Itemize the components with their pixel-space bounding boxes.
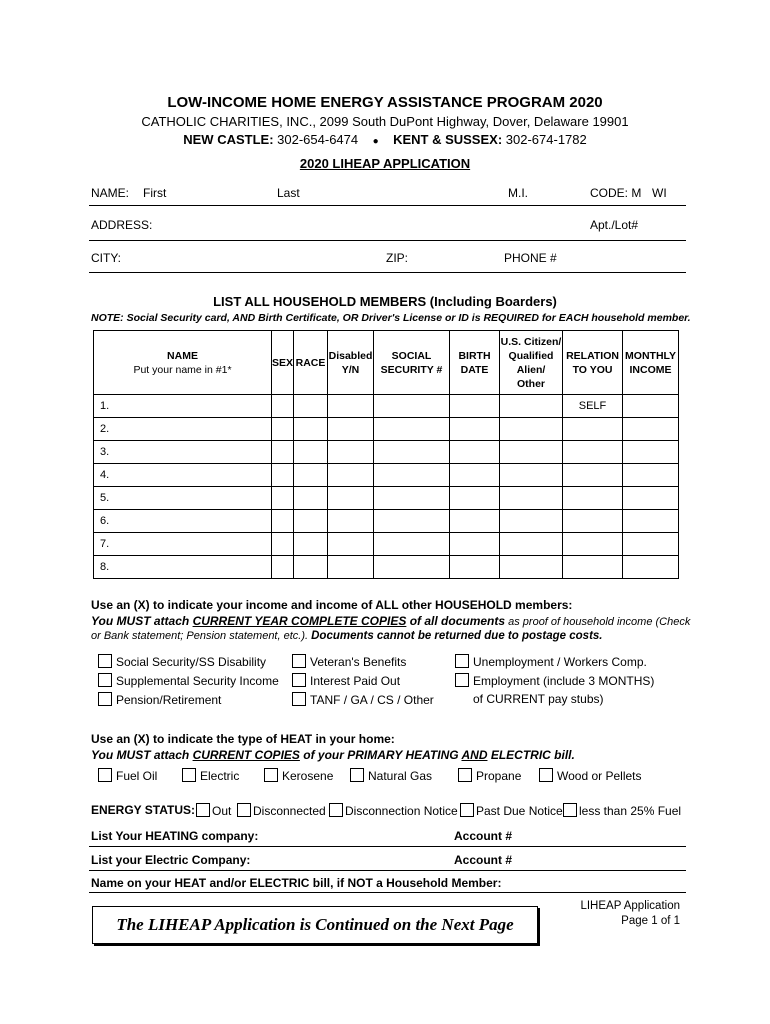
heat-must-c: of your PRIMARY HEATING <box>299 748 462 762</box>
income-must-d: as proof of household income (Check <box>505 616 691 628</box>
cell-income[interactable] <box>623 418 679 441</box>
option-supplemental[interactable] <box>98 673 279 688</box>
cell-citizen[interactable] <box>500 441 563 464</box>
income-line2-a: or Bank statement; Pension statement, etc.). <box>91 630 312 642</box>
option-label: Veteran's Benefits <box>310 655 407 669</box>
income-line2-b: Documents cannot be returned due to postage costs. <box>311 630 603 642</box>
option-unemployment[interactable] <box>455 654 647 669</box>
cell-citizen[interactable] <box>500 418 563 441</box>
household-note: NOTE: Social Security card, AND Birth Certificate, OR Driver's License or ID is REQUIRED for EACH household member. <box>91 312 691 324</box>
table-row <box>94 464 679 487</box>
col-name-line1: NAME <box>167 349 198 362</box>
cell-ssn[interactable] <box>374 395 450 418</box>
cell-disabled[interactable] <box>328 441 374 464</box>
col-relation <box>563 331 623 395</box>
checkbox[interactable] <box>563 803 577 817</box>
cell-sex[interactable] <box>272 487 294 510</box>
checkbox[interactable] <box>98 768 112 782</box>
checkbox[interactable] <box>292 673 306 687</box>
address-field[interactable]: ADDRESS: <box>91 218 153 232</box>
option-label: Pension/Retirement <box>116 693 222 707</box>
name-label: NAME: <box>91 186 130 200</box>
cell-disabled[interactable] <box>328 510 374 533</box>
option-social-security[interactable] <box>98 654 266 669</box>
energy-disconnection-notice[interactable] <box>329 803 458 818</box>
cell-race[interactable] <box>294 556 328 579</box>
cell-birth[interactable] <box>450 533 500 556</box>
cell-ssn[interactable] <box>374 441 450 464</box>
cell-income[interactable] <box>623 487 679 510</box>
phone-field[interactable]: PHONE # <box>504 251 557 265</box>
cell-sex[interactable] <box>272 533 294 556</box>
cell-birth[interactable] <box>450 510 500 533</box>
checkbox[interactable] <box>292 654 306 668</box>
cell-citizen[interactable] <box>500 510 563 533</box>
checkbox[interactable] <box>329 803 343 817</box>
energy-less-fuel[interactable] <box>563 803 681 818</box>
heat-must-b: CURRENT COPIES <box>192 748 300 762</box>
option-label: Propane <box>476 769 522 783</box>
cell-citizen[interactable] <box>500 395 563 418</box>
heat-wood[interactable] <box>539 768 642 783</box>
org-address: CATHOLIC CHARITIES, INC., 2099 South DuPont Highway, Dover, Delaware 19901 <box>141 114 629 129</box>
cell-ssn[interactable] <box>374 556 450 579</box>
heat-must-attach <box>91 748 575 762</box>
code-wi: WI <box>652 186 667 200</box>
option-label: Out <box>212 804 232 818</box>
table-row <box>94 556 679 579</box>
option-label: Social Security/SS Disability <box>116 655 267 669</box>
checkbox[interactable] <box>264 768 278 782</box>
cell-disabled[interactable] <box>328 533 374 556</box>
col-disabled-line1: Disabled <box>328 349 373 362</box>
col-disabled-line2: Y/N <box>341 363 360 376</box>
income-must-b: CURRENT YEAR COMPLETE COPIES <box>192 614 407 628</box>
cell-disabled[interactable] <box>328 464 374 487</box>
checkbox[interactable] <box>237 803 251 817</box>
option-label: Interest Paid Out <box>310 674 401 688</box>
cell-relation-self: SELF <box>563 395 623 418</box>
energy-out[interactable] <box>196 803 231 818</box>
cell-relation[interactable] <box>563 464 623 487</box>
household-title: LIST ALL HOUSEHOLD MEMBERS (Including Boarders) <box>213 294 557 309</box>
cell-race[interactable] <box>294 395 328 418</box>
col-disabled <box>328 331 374 395</box>
divider <box>89 846 686 847</box>
cell-disabled[interactable] <box>328 556 374 579</box>
continued-banner: The LIHEAP Application is Continued on the Next Page <box>92 906 538 944</box>
cell-birth[interactable] <box>450 464 500 487</box>
first-name-field[interactable]: First <box>143 186 167 200</box>
col-income-line2: INCOME <box>629 363 672 376</box>
row-number[interactable]: 1. <box>94 395 272 418</box>
divider <box>89 892 686 893</box>
cell-ssn[interactable] <box>374 510 450 533</box>
cell-income[interactable] <box>623 441 679 464</box>
cell-ssn[interactable] <box>374 418 450 441</box>
new-castle-label: NEW CASTLE: <box>183 132 274 147</box>
heat-must-a: You MUST attach <box>91 748 193 762</box>
cell-sex[interactable] <box>272 510 294 533</box>
income-must-c: of all documents <box>406 614 506 628</box>
city-field[interactable]: CITY: <box>91 251 122 265</box>
col-citizen-line2: Qualified <box>508 349 554 362</box>
heating-account-field[interactable]: Account # <box>454 829 513 843</box>
cell-income[interactable] <box>623 533 679 556</box>
cell-sex[interactable] <box>272 418 294 441</box>
cell-birth[interactable] <box>450 487 500 510</box>
option-label: Fuel Oil <box>116 769 158 783</box>
option-label: Unemployment / Workers Comp. <box>473 655 647 669</box>
checkbox[interactable] <box>98 673 112 687</box>
col-relation-line1: RELATION <box>566 349 619 362</box>
cell-ssn[interactable] <box>374 464 450 487</box>
cell-birth[interactable] <box>450 556 500 579</box>
cell-birth[interactable] <box>450 395 500 418</box>
checkbox[interactable] <box>292 692 306 706</box>
table-row <box>94 418 679 441</box>
option-employment-note: of CURRENT pay stubs) <box>473 692 604 706</box>
energy-status-label: ENERGY STATUS: <box>91 803 196 817</box>
table-row <box>94 441 679 464</box>
col-name <box>94 331 272 395</box>
option-pension[interactable] <box>98 692 221 707</box>
table-row <box>94 487 679 510</box>
row-number[interactable]: 6. <box>94 510 272 533</box>
option-label: TANF / GA / CS / Other <box>310 693 434 707</box>
table-header-row <box>94 331 679 395</box>
heat-kerosene[interactable] <box>264 768 333 783</box>
heat-natural-gas[interactable] <box>350 768 432 783</box>
cell-citizen[interactable] <box>500 533 563 556</box>
checkbox[interactable] <box>98 692 112 706</box>
col-citizen-line3: Alien/ <box>516 363 546 376</box>
cell-disabled[interactable] <box>328 418 374 441</box>
zip-field[interactable]: ZIP: <box>386 251 409 265</box>
col-birth <box>450 331 500 395</box>
cell-relation[interactable] <box>563 556 623 579</box>
checkbox[interactable] <box>350 768 364 782</box>
checkbox[interactable] <box>455 654 469 668</box>
table-row <box>94 510 679 533</box>
contact-phones <box>0 132 770 147</box>
divider <box>89 205 686 206</box>
cell-citizen[interactable] <box>500 487 563 510</box>
heat-heading: Use an (X) to indicate the type of HEAT in your home: <box>91 732 395 746</box>
cell-race[interactable] <box>294 510 328 533</box>
option-label: Supplemental Security Income <box>116 674 279 688</box>
kent-sussex-label: KENT & SUSSEX: <box>393 132 503 147</box>
col-relation-line2: TO YOU <box>572 363 613 376</box>
middle-initial-field[interactable]: M.I. <box>508 186 528 200</box>
row-number[interactable]: 2. <box>94 418 272 441</box>
col-citizen-line1: U.S. Citizen/ <box>500 335 562 348</box>
checkbox[interactable] <box>460 803 474 817</box>
cell-income[interactable] <box>623 556 679 579</box>
cell-relation[interactable] <box>563 487 623 510</box>
income-heading: Use an (X) to indicate your income and income of ALL other HOUSEHOLD members: <box>91 598 573 612</box>
cell-income[interactable] <box>623 464 679 487</box>
col-race: RACE <box>294 331 328 395</box>
cell-ssn[interactable] <box>374 533 450 556</box>
col-birth-line2: DATE <box>460 363 489 376</box>
col-name-line2: Put your name in #1* <box>133 363 232 376</box>
cell-race[interactable] <box>294 533 328 556</box>
checkbox[interactable] <box>455 673 469 687</box>
row-number[interactable]: 3. <box>94 441 272 464</box>
option-label: less than 25% Fuel <box>579 804 682 818</box>
bullet-separator: ● <box>372 136 379 147</box>
col-ssn-line2: SECURITY # <box>380 363 443 376</box>
form-name: LIHEAP Application <box>580 900 680 912</box>
cell-income[interactable] <box>623 510 679 533</box>
cell-sex[interactable] <box>272 464 294 487</box>
cell-income[interactable] <box>623 395 679 418</box>
col-sex: SEX <box>272 331 294 395</box>
cell-disabled[interactable] <box>328 487 374 510</box>
col-birth-line1: BIRTH <box>458 349 491 362</box>
income-must-attach <box>91 614 690 628</box>
option-label: Disconnected <box>253 804 326 818</box>
code-label: CODE: M <box>590 186 642 200</box>
option-label: Wood or Pellets <box>557 769 642 783</box>
table-row <box>94 395 679 418</box>
kent-sussex-phone: 302-674-1782 <box>505 132 587 147</box>
col-income-line1: MONTHLY <box>625 349 676 362</box>
application-title: 2020 LIHEAP APPLICATION <box>299 156 471 171</box>
row-number[interactable]: 8. <box>94 556 272 579</box>
cell-race[interactable] <box>294 418 328 441</box>
col-citizen <box>500 331 563 395</box>
checkbox[interactable] <box>98 654 112 668</box>
col-ssn-line1: SOCIAL <box>391 349 432 362</box>
heat-propane[interactable] <box>458 768 521 783</box>
heat-fuel-oil[interactable] <box>98 768 157 783</box>
heating-company-field[interactable]: List Your HEATING company: <box>91 829 259 843</box>
heat-electric[interactable] <box>182 768 239 783</box>
col-citizen-line4: Other <box>517 377 546 390</box>
name-on-bill-field[interactable]: Name on your HEAT and/or ELECTRIC bill, if NOT a Household Member: <box>91 876 502 890</box>
cell-birth[interactable] <box>450 418 500 441</box>
option-label: Natural Gas <box>368 769 433 783</box>
cell-race[interactable] <box>294 464 328 487</box>
cell-ssn[interactable] <box>374 487 450 510</box>
row-number[interactable]: 7. <box>94 533 272 556</box>
cell-race[interactable] <box>294 487 328 510</box>
electric-account-field[interactable]: Account # <box>454 853 513 867</box>
page-number: Page 1 of 1 <box>621 915 680 927</box>
energy-past-due[interactable] <box>460 803 563 818</box>
heat-must-e: ELECTRIC bill. <box>487 748 575 762</box>
option-label: Electric <box>200 769 240 783</box>
cell-sex[interactable] <box>272 395 294 418</box>
income-must-a: You MUST attach <box>91 614 193 628</box>
row-number[interactable]: 5. <box>94 487 272 510</box>
row-number[interactable]: 4. <box>94 464 272 487</box>
cell-relation[interactable] <box>563 418 623 441</box>
heat-must-d: AND <box>461 748 488 762</box>
cell-relation[interactable] <box>563 510 623 533</box>
electric-company-field[interactable]: List your Electric Company: <box>91 853 251 867</box>
col-ssn <box>374 331 450 395</box>
checkbox[interactable] <box>196 803 210 817</box>
option-label: Disconnection Notice <box>345 804 458 818</box>
option-label: Past Due Notice <box>476 804 563 818</box>
checkbox[interactable] <box>539 768 553 782</box>
cell-birth[interactable] <box>450 441 500 464</box>
option-employment[interactable] <box>455 673 654 688</box>
option-label: Kerosene <box>282 769 334 783</box>
checkbox[interactable] <box>182 768 196 782</box>
cell-citizen[interactable] <box>500 464 563 487</box>
option-label: Employment (include 3 MONTHS) <box>473 674 655 688</box>
income-line2 <box>91 630 602 642</box>
checkbox[interactable] <box>458 768 472 782</box>
option-veterans[interactable] <box>292 654 406 669</box>
form-title: LOW-INCOME HOME ENERGY ASSISTANCE PROGRAM 2020 <box>167 94 603 111</box>
cell-relation[interactable] <box>563 533 623 556</box>
energy-disconnected[interactable] <box>237 803 326 818</box>
col-income <box>623 331 679 395</box>
table-row <box>94 533 679 556</box>
cell-citizen[interactable] <box>500 556 563 579</box>
option-tanf[interactable] <box>292 692 434 707</box>
new-castle-phone: 302-654-6474 <box>277 132 359 147</box>
household-table <box>93 330 679 579</box>
cell-sex[interactable] <box>272 441 294 464</box>
cell-relation[interactable] <box>563 441 623 464</box>
cell-sex[interactable] <box>272 556 294 579</box>
divider <box>89 240 686 241</box>
divider <box>89 272 686 273</box>
cell-disabled[interactable] <box>328 395 374 418</box>
apt-lot-field[interactable]: Apt./Lot# <box>590 218 639 232</box>
divider <box>89 870 686 871</box>
last-name-field[interactable]: Last <box>277 186 300 200</box>
option-interest[interactable] <box>292 673 400 688</box>
cell-race[interactable] <box>294 441 328 464</box>
